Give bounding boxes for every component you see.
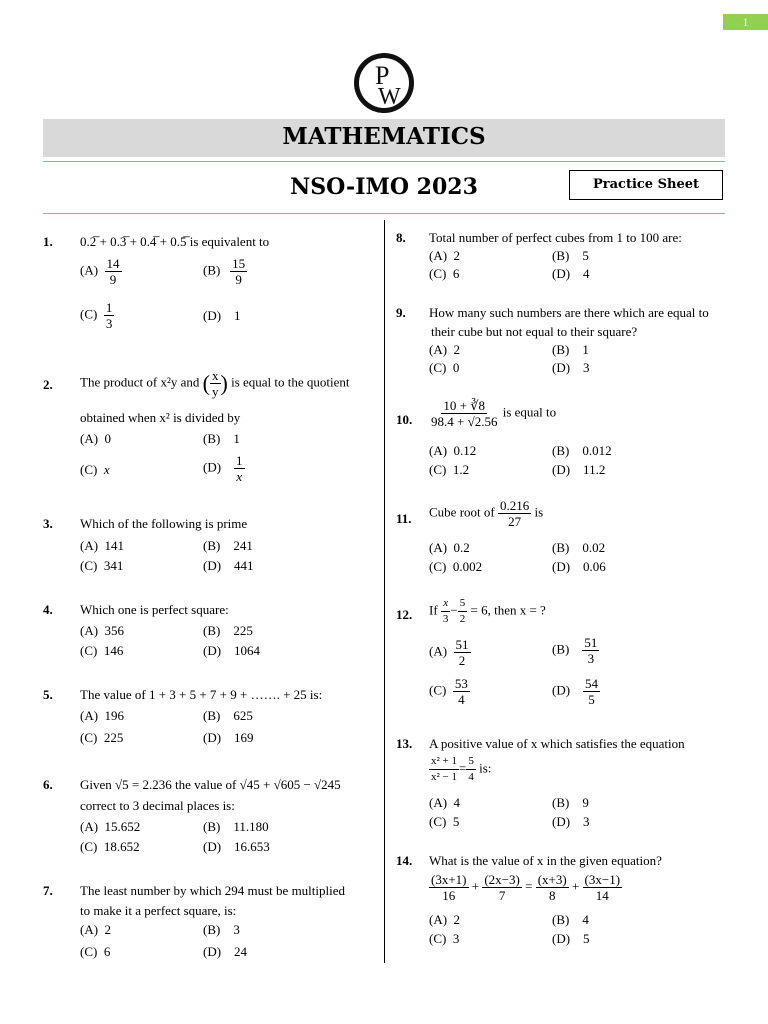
option-b: (B) 5 — [552, 248, 589, 263]
pw-logo — [353, 52, 415, 114]
option-a: (A) 0 — [80, 431, 112, 446]
subject-banner — [43, 119, 725, 157]
question-text: 0.2̅ + 0.3̅ + 0.4̅ + 0.5̅ is equivalent to — [80, 234, 270, 249]
column-divider — [384, 220, 385, 963]
option-b: (B) 1 — [203, 431, 240, 446]
option-c: (C) $\frac{53}{4}$ — [429, 676, 468, 707]
option-a: (A) 356 — [80, 623, 125, 638]
question-text: Which of the following is prime — [80, 516, 248, 531]
option-a: (A) 0.2 — [429, 540, 470, 555]
question-number: 11. — [396, 511, 412, 526]
question-equation: $\frac{(3x+1)}{16}$ + $\frac{(2x-3)}{7}$ = $\frac{(x+3)}{8}$ + $\frac{(3x-1)}{14}$ — [431, 872, 621, 903]
exam-title: NSO-IMO 2023 — [290, 174, 478, 200]
question-number: 9. — [396, 305, 406, 320]
question-text: Given √5 = 2.236 the value of √45 + √605 − √245 — [80, 777, 341, 792]
question-text: The least number by which 294 must be multiplied — [80, 883, 346, 898]
option-c: (C) 341 — [80, 558, 124, 573]
practice-sheet-badge: Practice Sheet — [569, 170, 723, 200]
option-d: (D) 16.653 — [203, 839, 270, 854]
question-number: 5. — [43, 687, 53, 702]
question-text: How many such numbers are there which are equal to — [429, 305, 709, 320]
option-b: (B) 11.180 — [203, 819, 269, 834]
question-number: 14. — [396, 853, 413, 868]
option-c: (C) 146 — [80, 643, 124, 658]
option-c: (C) 5 — [429, 814, 460, 829]
option-c: (C) 1.2 — [429, 462, 470, 477]
question-number: 13. — [396, 736, 413, 751]
option-d: (D) 3 — [552, 814, 590, 829]
question-number: 7. — [43, 883, 53, 898]
option-d: (D) $\frac{1}{x}$ — [203, 453, 243, 484]
option-c: (C) 18.652 — [80, 839, 140, 854]
option-a: (A) 2 — [80, 922, 112, 937]
option-b: (B) 9 — [552, 795, 589, 810]
question-number: 8. — [396, 230, 406, 245]
option-a: (A) 4 — [429, 795, 461, 810]
option-a: (A) 2 — [429, 912, 461, 927]
question-text: If $\frac{x}{3}$ − $\frac{5}{2}$ = 6, then x = ? — [429, 597, 546, 625]
option-b: (B) 241 — [203, 538, 253, 553]
question-text: $\frac{10 + ∛8}{98.4 + √2.56}$ is equal to — [431, 398, 557, 429]
option-c: (C) 3 — [429, 931, 460, 946]
question-text: The value of 1 + 3 + 5 + 7 + 9 + ……. + 25 is: — [80, 687, 323, 702]
question-text: Cube root of $\frac{0.216}{27}$ is — [429, 498, 544, 529]
question-number: 10. — [396, 412, 413, 427]
header-bottom-rule — [43, 213, 725, 214]
option-c: (C) 6 — [429, 266, 460, 281]
option-a: (A) $\frac{51}{2}$ — [429, 637, 469, 668]
option-c: (C) 0 — [429, 360, 460, 375]
option-d: (D) 169 — [203, 730, 254, 745]
option-a: (A) 0.12 — [429, 443, 477, 458]
question-text: What is the value of x in the given equation? — [429, 853, 662, 868]
option-b: (B) $\frac{51}{3}$ — [552, 635, 598, 666]
page-number: 1 — [723, 14, 768, 30]
question-number: 12. — [396, 607, 413, 622]
question-number: 3. — [43, 516, 53, 531]
question-text: The product of x²y and ( $\frac{x}{y}$ ) is equal to the quotient — [80, 368, 350, 399]
question-text: Total number of perfect cubes from 1 to 100 are: — [429, 230, 682, 245]
option-c: (C) x — [80, 462, 110, 477]
question-text: A positive value of x which satisfies the equation — [429, 736, 685, 751]
option-b: (B) 0.02 — [552, 540, 606, 555]
option-b: (B) 4 — [552, 912, 589, 927]
option-d: (D) 1 — [203, 308, 241, 323]
option-d: (D) 5 — [552, 931, 590, 946]
question-number: 2. — [43, 377, 53, 392]
option-d: (D) 0.06 — [552, 559, 606, 574]
option-c: (C) 225 — [80, 730, 124, 745]
question-text-line2: obtained when x² is divided by — [80, 410, 241, 425]
option-d: (D) 3 — [552, 360, 590, 375]
option-c: (C) 6 — [80, 944, 111, 959]
question-text: Which one is perfect square: — [80, 602, 229, 617]
question-text-line2: correct to 3 decimal places is: — [80, 798, 235, 813]
option-b: (B) $\frac{15}{9}$ — [203, 256, 246, 287]
subject-title: MATHEMATICS — [282, 123, 486, 150]
svg-text:P: P — [375, 61, 390, 90]
option-d: (D) 24 — [203, 944, 248, 959]
option-d: (D) $\frac{54}{5}$ — [552, 676, 599, 707]
option-a: (A) 196 — [80, 708, 125, 723]
option-d: (D) 11.2 — [552, 462, 606, 477]
option-a: (A) 15.652 — [80, 819, 141, 834]
option-d: (D) 441 — [203, 558, 254, 573]
option-d: (D) 1064 — [203, 643, 261, 658]
option-a: (A) 141 — [80, 538, 125, 553]
option-b: (B) 225 — [203, 623, 253, 638]
option-b: (B) 0.012 — [552, 443, 612, 458]
option-b: (B) 3 — [203, 922, 240, 937]
question-text-line2: their cube but not equal to their square? — [431, 324, 638, 339]
question-text-line2: to make it a perfect square, is: — [80, 903, 237, 918]
question-number: 1. — [43, 234, 53, 249]
option-a: (A) 2 — [429, 248, 461, 263]
svg-text:W: W — [378, 84, 401, 110]
option-b: (B) 1 — [552, 342, 589, 357]
question-equation: $\frac{\text{x² + 1}}{\text{x² − 1}}$ = $\frac{5}{4}$ is: — [431, 755, 492, 783]
option-c: (C) 0.002 — [429, 559, 483, 574]
question-number: 6. — [43, 777, 53, 792]
option-a: (A) $\frac{14}{9}$ — [80, 256, 120, 287]
option-b: (B) 625 — [203, 708, 253, 723]
option-d: (D) 4 — [552, 266, 590, 281]
question-number: 4. — [43, 602, 53, 617]
option-a: (A) 2 — [429, 342, 461, 357]
header-rule — [43, 161, 725, 162]
option-c: (C) $\frac{1}{3}$ — [80, 300, 113, 331]
